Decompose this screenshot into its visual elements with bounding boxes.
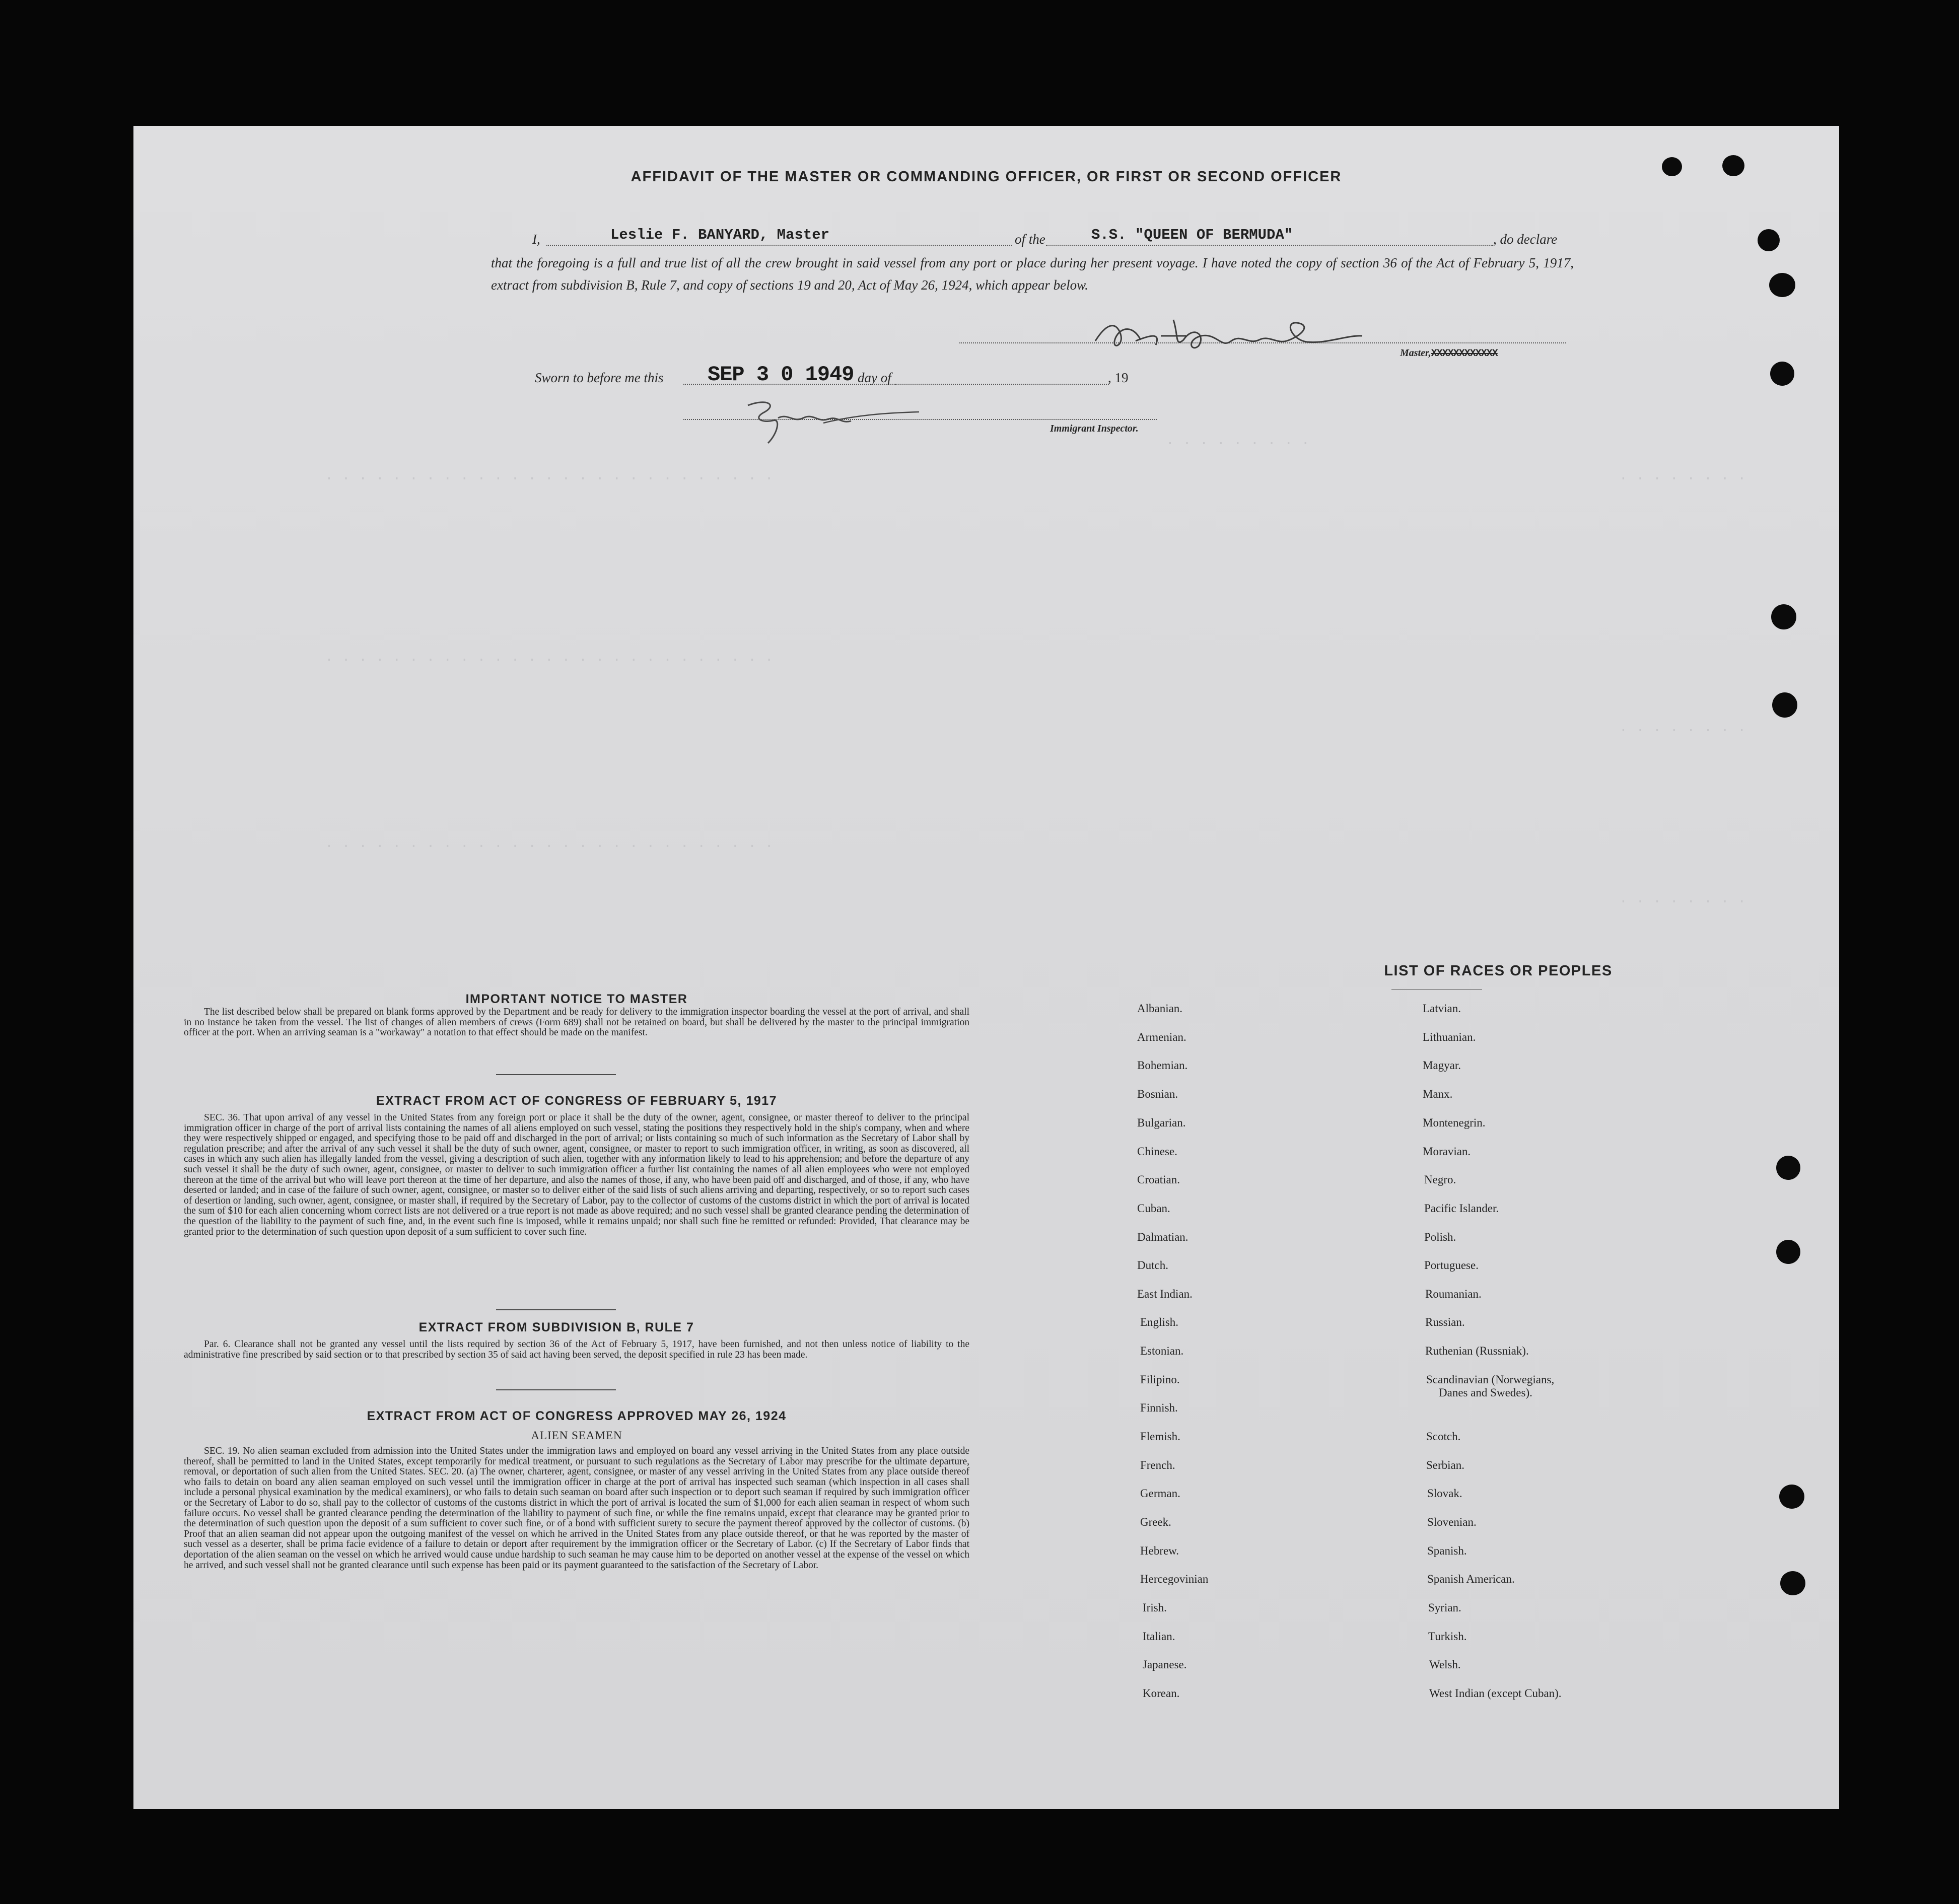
race-item: Korean.: [1143, 1687, 1180, 1700]
race-item: Slovenian.: [1427, 1516, 1477, 1528]
race-item: Magyar.: [1423, 1059, 1461, 1072]
inspector-caption: Immigrant Inspector.: [1050, 423, 1139, 434]
races-title: LIST OF RACES OR PEOPLES: [1384, 963, 1613, 979]
race-item: Hebrew.: [1140, 1544, 1179, 1557]
race-item: Spanish.: [1427, 1544, 1467, 1557]
race-item: Bosnian.: [1137, 1088, 1178, 1100]
month-line: [895, 384, 1109, 385]
punch-hole-icon: [1776, 1156, 1800, 1180]
race-item: Flemish.: [1140, 1430, 1180, 1443]
form-page: . . . . . . . . . . . . . . . . . . . . . . . . . . . . . . . . . . . . . . . . . . . . . . . . . . . . . . . . . . . . . . . . . . . . . . . . . . . . . . . . . . . . . . . . . . . . . . . . . . . . . . . . . . . . . . . . . . AFFIDAVIT OF THE MASTER OR COMMANDING OFFICER, OR FIRST OR SECOND OFFICER I, Leslie F. BANYARD, Master of the S.S. "QUEEN OF BERMUDA" , do declare that the foregoing is a full and true list of all the crew brought in said vessel from any port or place during her present voyage. I have noted the copy of section 36 of the Act of February 5, 1917, extract from subdivision B, Rule 7, and copy of sections 19 and 20, Act of May 26, 1924, which appear below. Master,XXXXXXXXXXXX Sworn to before me this SEP 3 0 1949 day of , 19 Immigrant Inspector. IMPORTANT NOTICE TO MASTER The list described below shall be prepared on blank forms approved by the Department and be ready for delivery to the immigration inspector boarding the vessel at the port of arrival, and shall in no instance be taken from the vessel. The list of changes of alien members of crews (Form 689) shall not be retained on board, but shall be delivered by the master to the principal immigration officer at the port. When an arriving seaman is a "workaway" a notation to that effect should be made on the manifest. EXTRACT FROM ACT OF CONGRESS OF FEBRUARY 5, 1917 SEC. 36. That upon arrival of any vessel in the United States from any foreign port or place it shall be the duty of the owner, agent, consignee, or master thereof to deliver to the principal immigration officer in charge of the port of arrival lists containing the names of all aliens employed on such vessel, stating the positions they respectively hold in the ship's company, when and where they were respectively shipped or engaged, and specifying those to be paid off and discharged in the port of arrival; or lists containing so much of such information as the Secretary of Labor shall by regulation prescribe; and after the arrival of any such vessel it shall be the duty of such owner, agent, consignee, or master to report to such immigration officer, in writing, as soon as discovered, all cases in which any such alien has illegally landed from the vessel, giving a description of such alien, together with any information likely to lead to his apprehension; and before the departure of any such vessel it shall be the duty of such owner, agent, consignee, or master to deliver to such immigration officer a further list containing the names of all alien employees who were not employed thereon at the time of the arrival but who will leave port thereon at the time of her departure, and also the names of those, if any, who have been paid off and discharged, and of those, if any, who have deserted or landed; and in case of the failure of such owner, agent, consignee, or master so to deliver either of the said lists of such aliens arriving and departing, respectively, or so to report such cases of desertion or landing, such owner, agent, consignee, or master shall, if required by the Secretary of Labor, pay to the collector of customs of the customs district in which the port of arrival is located the sum of $10 for each alien concerning whom correct lists are not delivered or a true report is not made as above required; and no such vessel shall be granted clearance pending the determination of the question of the liability to the payment of such fine, and, in the event such fine is imposed, while it remains unpaid; nor shall such fine be remitted or refunded: Provided, That clearance may be granted prior to the determination of such question upon deposit of a sum sufficient to cover such fine. EXTRACT FROM SUBDIVISION B, RULE 7 Par. 6. Clearance shall not be granted any vessel until the lists required by section 36 of the Act of February 5, 1917, have been furnished, and not then unless notice of liability to the administrative fine prescribed by said section or to that prescribed by section 35 of said act having been served, the deposit specified in rule 23 has been made. EXTRACT FROM ACT OF CONGRESS APPROVED MAY 26, 1924 ALIEN SEAMEN SEC. 19. No alien seaman excluded from admission into the United States under the immigration laws and employed on board any vessel arriving in the United States from any place outside thereof, shall be permitted to land in the United States, except temporarily for medical treatment, or pursuant to such regulations as the Secretary of Labor may prescribe for the ultimate departure, removal, or deportation of such alien from the United States. SEC. 20. (a) The owner, charterer, agent, consignee, or master of any vessel arriving in the United States from any place outside thereof who fails to detain on board any alien seaman employed on such vessel until the immigration officer in charge at the port of arrival has inspected such seaman (which inspection in all cases shall include a personal physical examination by the medical examiners), or who fails to detain such seaman on board after such inspection or to deport such seaman if required by such immigration officer or the Secretary of Labor to do so, shall pay to the collector of customs of the customs district in which the port of arrival is located the sum of $1,000 for each alien seaman in respect of whom such failure occurs. No vessel shall be granted clearance pending the determination of the liability to payment of such fine, or while the fine remains unpaid, except that clearance may be granted prior to the determination of such question upon the deposit of a sum sufficient to cover such fine, or of a bond with sufficient surety to secure the payment thereof approved by the collector of customs. (b) Proof that an alien seaman did not appear upon the outgoing manifest of the vessel on which he arrived in the United States from any place outside thereof, or that he was reported by the master of such vessel as a deserter, shall be prima facie evidence of a failure to detain or deport after requirement by the immigration officer or the Secretary of Labor. (c) If the Secretary of Labor finds that deportation of the alien seaman on the vessel on which he arrived would cause undue hardship to such seaman he may cause him to be deported on another vessel at the expense of the vessel on which he arrived, and such vessel shall not be granted clearance until such expense has been paid or its payment guaranteed to the satisfaction of the Secretary of Labor. LIST OF RACES OR PEOPLES Albanian. Armenian. Bohemian. Bosnian. Bulgarian. Chinese. Croatian. Cuban. Dalmatian. Dutch. East Indian. English. Estonian. Filipino. Finnish. Flemish. French. German. Greek. Hebrew. Hercegovinian Irish. Italian. Japanese. Korean. Latvian. Lithuanian. Magyar. Manx. Montenegrin. Moravian. Negro. Pacific Islander. Polish. Portuguese. Roumanian. Russian. Ruthenian (Russniak). Scandinavian (Norwegians, Danes and Swedes). Scotch. Serbian. Slovak. Slovenian. Spanish. Spanish American. Syrian. Turkish. Welsh. West Indian (except Cuban).: [133, 126, 1839, 1809]
race-item: Croatian.: [1137, 1173, 1180, 1186]
race-item: West Indian (except Cuban).: [1429, 1687, 1562, 1700]
race-item: Ruthenian (Russniak).: [1425, 1345, 1529, 1357]
master-signature-icon: [1085, 305, 1367, 365]
race-item: Manx.: [1423, 1088, 1453, 1100]
sworn-date-stamp: SEP 3 0 1949: [708, 363, 854, 387]
race-item: Albanian.: [1137, 1002, 1183, 1015]
extract-1924-subtitle: ALIEN SEAMEN: [531, 1429, 622, 1442]
race-item: Spanish American.: [1427, 1573, 1515, 1585]
inspector-signature-icon: [733, 393, 924, 448]
race-item: Bulgarian.: [1137, 1116, 1186, 1129]
race-item: Polish.: [1424, 1231, 1456, 1243]
race-item: Negro.: [1424, 1173, 1456, 1186]
race-item: Serbian.: [1426, 1459, 1465, 1471]
race-item: Greek.: [1140, 1516, 1171, 1528]
race-item: Roumanian.: [1425, 1288, 1482, 1300]
year-label: , 19: [1108, 370, 1129, 385]
do-declare-label: , do declare: [1493, 232, 1558, 247]
master-name-field: Leslie F. BANYARD, Master: [610, 227, 830, 243]
notice-text: The list described below shall be prepared on blank forms approved by the Department and be ready for delivery to the immigration inspector boarding the vessel at the port of arrival, and shall in no instance be taken from the vessel. The list of changes of alien members of crews (Form 689) shall not be retained on board, but shall be delivered by the master to the principal immigration officer at the port. When an arriving seaman is a "workaway" a notation to that effect should be made on the manifest.: [184, 1007, 969, 1038]
race-item: Dalmatian.: [1137, 1231, 1188, 1243]
sworn-label: Sworn to before me this: [535, 370, 664, 385]
vessel-name-line: [1046, 245, 1493, 246]
race-item: English.: [1140, 1316, 1179, 1328]
punch-hole-icon: [1772, 692, 1797, 718]
race-item: Cuban.: [1137, 1202, 1170, 1215]
race-item: Italian.: [1143, 1630, 1175, 1643]
extract-1924-title: EXTRACT FROM ACT OF CONGRESS APPROVED MAY 26, 1924: [367, 1409, 787, 1423]
punch-hole-icon: [1769, 273, 1795, 297]
race-item: German.: [1140, 1487, 1180, 1500]
race-item: Estonian.: [1140, 1345, 1184, 1357]
race-item: Chinese.: [1137, 1145, 1177, 1158]
divider: [496, 1389, 616, 1390]
race-item: Bohemian.: [1137, 1059, 1188, 1072]
of-the-label: of the: [1015, 232, 1045, 247]
master-name-line: [546, 245, 1012, 246]
day-of-label: day of: [858, 370, 891, 385]
race-item: Scandinavian (Norwegians,: [1426, 1373, 1555, 1386]
divider: [496, 1074, 616, 1075]
punch-hole-icon: [1779, 1485, 1804, 1509]
race-item: Slovak.: [1427, 1487, 1462, 1500]
i-label: I,: [532, 232, 540, 247]
race-item: French.: [1140, 1459, 1175, 1471]
race-item: Russian.: [1425, 1316, 1465, 1328]
race-item: Irish.: [1143, 1601, 1167, 1614]
race-item: Welsh.: [1429, 1658, 1461, 1671]
race-item: Syrian.: [1428, 1601, 1461, 1614]
punch-hole-icon: [1771, 604, 1796, 629]
divider: [496, 1309, 616, 1310]
race-item: Moravian.: [1423, 1145, 1471, 1158]
race-item: Lithuanian.: [1423, 1031, 1476, 1043]
race-item: Portuguese.: [1424, 1259, 1479, 1272]
extract-1924-text: SEC. 19. No alien seaman excluded from admission into the United States under the immigration laws and employed on board any vessel arriving in the United States from any place outside thereof, shall be permitted to land in the United States, except temporarily for medical treatment, or pursuant to such regulations as the Secretary of Labor may prescribe for the ultimate departure, removal, or deportation of such alien from the United States. SEC. 20. (a) The owner, charterer, agent, consignee, or master of any vessel arriving in the United States from any place outside thereof who fails to detain on board any alien seaman employed on such vessel until the immigration officer in charge at the port of arrival has inspected such seaman (which inspection in all cases shall include a personal physical examination by the medical examiners), or who fails to detain such seaman on board after such inspection or to deport such seaman if required by such immigration officer or the Secretary of Labor to do so, shall pay to the collector of customs of the customs district in which the port of arrival is located the sum of $1,000 for each alien seaman in respect of whom such failure occurs. No vessel shall be granted clearance pending the determination of the liability to payment of such fine, or while the fine remains unpaid, except that clearance may be granted prior to the determination of such question upon the deposit of a sum sufficient to cover such fine, or of a bond with sufficient surety to secure the payment thereof approved by the collector of customs. (b) Proof that an alien seaman did not appear upon the outgoing manifest of the vessel on which he arrived in the United States from any place outside thereof, or that he was reported by the master of such vessel as a deserter, shall be prima facie evidence of a failure to detain or deport after requirement by the immigration officer or the Secretary of Labor. (c) If the Secretary of Labor finds that deportation of the alien seaman on the vessel on which he arrived would cause undue hardship to such seaman he may cause him to be deported on another vessel at the expense of the vessel on which he arrived, and such vessel shall not be granted clearance until such expense has been paid or its payment guaranteed to the satisfaction of the Secretary of Labor.: [184, 1446, 969, 1571]
race-item: Danes and Swedes).: [1439, 1386, 1532, 1399]
vessel-name-field: S.S. "QUEEN OF BERMUDA": [1091, 227, 1293, 243]
race-item: Latvian.: [1423, 1002, 1461, 1015]
declaration-text: that the foregoing is a full and true list of all the crew brought in said vessel from any port or place during her present voyage. I have noted the copy of section 36 of the Act of February 5, 1917, extract from subdivision B, Rule 7, and copy of sections 19 and 20, Act of May 26, 1924, which appear below.: [491, 255, 1574, 293]
extract-1917-title: EXTRACT FROM ACT OF CONGRESS OF FEBRUARY 5, 1917: [376, 1094, 778, 1108]
master-caption-text: Master,: [1400, 347, 1431, 359]
extract-1917-text: SEC. 36. That upon arrival of any vessel in the United States from any foreign port or place it shall be the duty of the owner, agent, consignee, or master thereof to deliver to the principal immigration officer in charge of the port of arrival lists containing the names of all aliens employed on such vessel, stating the positions they respectively hold in the ship's company, when and where they were respectively shipped or engaged, and specifying those to be paid off and discharged in the port of arrival; or lists containing so much of such information as the Secretary of Labor shall by regulation prescribe; and after the arrival of any such vessel it shall be the duty of such owner, agent, consignee, or master to report to such immigration officer, in writing, as soon as discovered, all cases in which any such alien has illegally landed from the vessel, giving a description of such alien, together with any information likely to lead to his apprehension; and before the departure of any such vessel it shall be the duty of such owner, agent, consignee, or master to deliver to such immigration officer a further list containing the names of all alien employees who were not employed thereon at the time of the arrival but who will leave port thereon at the time of her departure, and also the names of those, if any, who have been paid off and discharged, and of those, if any, who have deserted or landed; and in case of the failure of such owner, agent, consignee, or master so to deliver either of the said lists of such aliens arriving and departing, respectively, or so to report such cases of desertion or landing, such owner, agent, consignee, or master shall, if required by the Secretary of Labor, pay to the collector of customs of the customs district in which the port of arrival is located the sum of $10 for each alien concerning whom correct lists are not delivered or a true report is not made as above required; and no such vessel shall be granted clearance pending the determination of the question of the liability to the payment of such fine, and, in the event such fine is imposed, while it remains unpaid; nor shall such fine be remitted or refunded: Provided, That clearance may be granted prior to the determination of such question upon deposit of a sum sufficient to cover such fine.: [184, 1112, 969, 1237]
struck-title-text: XXXXXXXXXXXX: [1431, 348, 1498, 360]
race-item: Finnish.: [1140, 1401, 1178, 1414]
race-item: Scotch.: [1426, 1430, 1461, 1443]
master-caption: [1400, 347, 1498, 360]
punch-hole-icon: [1770, 362, 1794, 386]
punch-hole-icon: [1758, 229, 1780, 251]
race-item: Montenegrin.: [1423, 1116, 1486, 1129]
race-item: Pacific Islander.: [1424, 1202, 1499, 1215]
race-item: Japanese.: [1143, 1658, 1187, 1671]
race-item: Filipino.: [1140, 1373, 1180, 1386]
race-item: Turkish.: [1428, 1630, 1467, 1643]
extract-rule7-title: EXTRACT FROM SUBDIVISION B, RULE 7: [418, 1320, 694, 1334]
race-item: Armenian.: [1137, 1031, 1186, 1043]
race-item: East Indian.: [1137, 1288, 1193, 1300]
affidavit-title: AFFIDAVIT OF THE MASTER OR COMMANDING OFFICER, OR FIRST OR SECOND OFFICER: [631, 169, 1342, 185]
extract-rule7-text: Par. 6. Clearance shall not be granted any vessel until the lists required by section 36 of the Act of February 5, 1917, have been furnished, and not then unless notice of liability to the administrative fine prescribed by said section or to that prescribed by section 35 of said act having been served, the deposit specified in rule 23 has been made.: [184, 1339, 969, 1360]
notice-title: IMPORTANT NOTICE TO MASTER: [465, 992, 688, 1006]
race-item: Dutch.: [1137, 1259, 1168, 1272]
punch-hole-icon: [1780, 1571, 1805, 1595]
punch-hole-icon: [1776, 1240, 1800, 1264]
race-item: Hercegovinian: [1140, 1573, 1209, 1585]
